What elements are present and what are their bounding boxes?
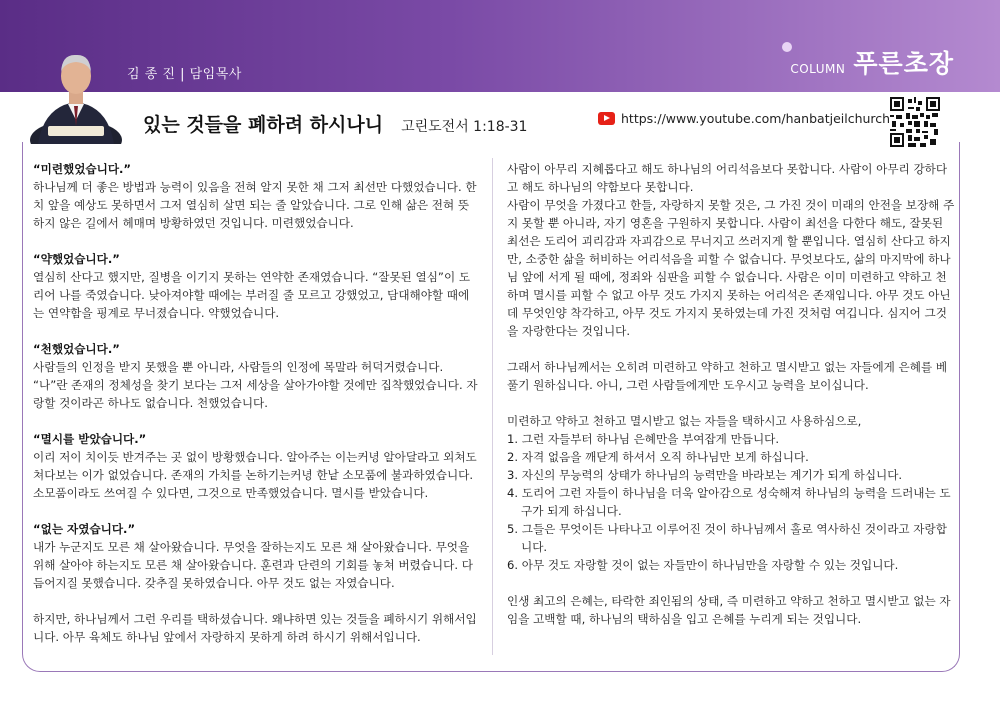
- decor-dot-icon: [782, 42, 792, 52]
- list-item: 5. 그들은 무엇이든 나타나고 이루어진 것이 하나님께서 홀로 역사하신 것이라고 자랑합니다.: [507, 522, 947, 554]
- section-text: 사람들의 인정을 받지 못했을 뿐 아니라, 사람들의 인정에 목말라 허덕거렸습니다. “나”란 존재의 정체성을 찾기 보다는 그저 세상을 살아가야할 것에만 집착했었습니다. 자랑할 것이라곤 하나도 없습니다. 천했었습니다.: [33, 360, 478, 410]
- column-divider: [492, 158, 493, 655]
- right-column: [507, 160, 955, 628]
- column-title: 푸른초장: [853, 49, 954, 78]
- section-heading: “약했었습니다.”: [33, 252, 120, 266]
- scripture-reference: 고린도전서 1:18-31: [401, 119, 528, 135]
- pastor-photo: [30, 44, 122, 144]
- qr-code-icon[interactable]: [890, 97, 940, 147]
- list-item: 4. 도리어 그런 자들이 하나님을 더욱 알아감으로 성숙해져 하나님의 능력을 드러내는 도구가 되게 하십니다.: [507, 486, 951, 518]
- paragraph: 사람이 아무리 지혜롭다고 해도 하나님의 어리석음보다 못합니다. 사람이 아무리 강하다고 해도 하나님의 약함보다 못합니다.: [507, 162, 948, 194]
- list-item: 6. 아무 것도 자랑할 것이 없는 자들만이 하나님만을 자랑할 수 있는 것입니다.: [507, 558, 899, 572]
- list-intro: 미련하고 약하고 천하고 멸시받고 없는 자들을 택하시고 사용하심으로,: [507, 414, 862, 428]
- section-text: 내가 누군지도 모른 채 살아왔습니다. 무엇을 잘하는지도 모른 채 살아왔습니다. 무엇을 위해 살아야 하는지도 모른 채 살아왔습니다. 훈련과 단련의 기회를 놓쳐 버렸습니다. 다듬어지질 못했습니다. 갖추질 못하였습니다. 아무 것도 없는 자였습니다.: [33, 540, 473, 590]
- paragraph: 사람이 무엇을 가졌다고 한들, 자랑하지 못할 것은, 그 가진 것이 미래의 안전을 보장해 주지 못할 뿐 아니라, 자기 영혼을 구원하지 못합니다. 사람이 최선을 다한다 해도, 잘못된 최선은 도리어 괴리감과 자괴감으로 무너지고 쓰러지게 할 뿐입니다. 열심히 산다고 하지만, 소중한 삶을 허비하는 어리석음을 피할 수 없습니다. 무엇보다도, 삶의 마지막에 하나님 앞에 서게 될 때에, 정죄와 심판을 피할 수 없습니다. 사람은 이미 미련하고 약하고 천하며 멸시를 피할 수 없고 아무 것도 가지지 못하는 어리석은 존재입니다. 아무 것도 아닌데 무엇인양 착각하고, 아무 것도 가지지 못하였는데 가진 것처럼 여깁니다. 심지어 그것을 자랑한다는 것입니다.: [507, 198, 955, 338]
- list-item: 3. 자신의 무능력의 상태가 하나님의 능력만을 바라보는 계기가 되게 하십니다.: [507, 468, 903, 482]
- column-label: COLUMN: [790, 62, 846, 76]
- column-badge: [790, 44, 954, 80]
- section-heading: “미련했었습니다.”: [33, 162, 132, 176]
- section-heading: “없는 자였습니다.”: [33, 522, 136, 536]
- closing-text: 하지만, 하나님께서 그런 우리를 택하셨습니다. 왜냐하면 있는 것들을 폐하시기 위해서입니다. 아무 육체도 하나님 앞에서 자랑하지 못하게 하려 하시기 위해서입니다.: [33, 612, 477, 644]
- youtube-link[interactable]: [598, 111, 890, 126]
- paragraph: 인생 최고의 은혜는, 타락한 죄인됨의 상태, 즉 미련하고 약하고 천하고 멸시받고 없는 자임을 고백할 때, 하나님의 택하심을 입고 은혜를 누리게 되는 것입니다.: [507, 594, 951, 626]
- list-item: 2. 자격 없음을 깨닫게 하셔서 오직 하나님만 보게 하십니다.: [507, 450, 809, 464]
- section-text: 열심히 산다고 했지만, 질병을 이기지 못하는 연약한 존재였습니다. “잘못된 열심”이 도리어 나를 죽였습니다. 낮아져야할 때에는 부러질 줄 모르고 강했었고, 담대해야할 때에는 연약함을 핑계로 무너졌습니다. 약했었습니다.: [33, 270, 471, 320]
- youtube-url[interactable]: https://www.youtube.com/hanbatjeilchurch: [621, 111, 891, 126]
- section-heading: “멸시를 받았습니다.”: [33, 432, 147, 446]
- sermon-title: 있는 것들을 폐하려 하시나니: [143, 114, 384, 136]
- paragraph: 그래서 하나님께서는 오히려 미련하고 약하고 천하고 멸시받고 없는 자들에게 은혜를 베풀기 원하십니다. 아니, 그런 사람들에게만 도우시고 능력을 보이십니다.: [507, 360, 948, 392]
- section-text: 이리 저이 치이듯 반겨주는 곳 없이 방황했습니다. 알아주는 이는커녕 알아달라고 외쳐도 쳐다보는 이가 없었습니다. 존재의 가치를 논하기는커녕 한낱 소모품에 불과하였습니다. 소모품이라도 쓰여질 수 있다면, 그것으로 만족했었습니다. 멸시를 받았습니다.: [33, 450, 477, 500]
- header-banner: [0, 0, 1000, 92]
- sermon-title-row: [143, 110, 527, 137]
- youtube-icon: [598, 112, 615, 125]
- list-item: 1. 그런 자들부터 하나님 은혜만을 부여잡게 만듭니다.: [507, 432, 780, 446]
- left-column: [33, 160, 480, 646]
- section-heading: “천했었습니다.”: [33, 342, 120, 356]
- section-text: 하나님께 더 좋은 방법과 능력이 있음을 전혀 알지 못한 채 그저 최선만 다했었습니다. 한치 앞을 예상도 못하면서 그저 열심히 살면 되는 줄 알았습니다. 그로 인해 삶은 전혀 뜻하지 않은 길에서 헤매며 방황하였던 것입니다. 미련했었습니다.: [33, 180, 477, 230]
- author-name: 김 종 진 | 담임목사: [127, 67, 242, 82]
